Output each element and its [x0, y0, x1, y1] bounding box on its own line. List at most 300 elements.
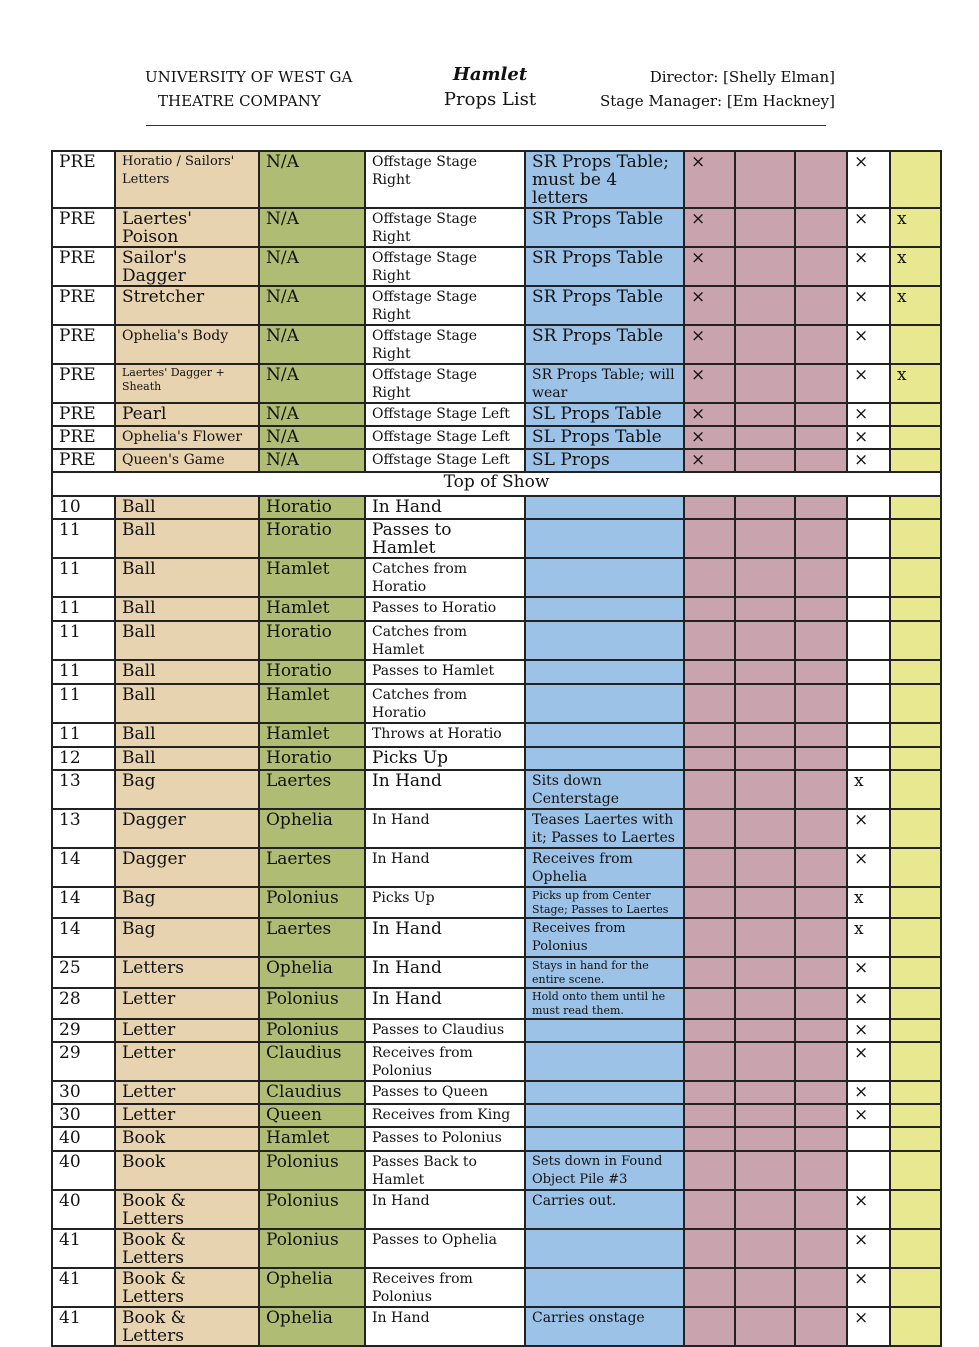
check-cell — [684, 747, 735, 770]
check-cell — [735, 208, 795, 247]
notes-cell: Carries onstage — [525, 1307, 684, 1346]
check-cell — [735, 1229, 795, 1268]
check-cell — [735, 848, 795, 887]
notes-cell — [525, 1104, 684, 1127]
action-cell: In Hand — [365, 957, 525, 988]
check-cell — [735, 1019, 795, 1042]
check-cell — [735, 988, 795, 1019]
character-cell: Queen — [259, 1104, 365, 1127]
notes-cell — [525, 1268, 684, 1307]
check-mark-cell: × — [847, 1042, 890, 1081]
prop-cell: Dagger — [115, 809, 259, 848]
cue-cell: 11 — [52, 597, 115, 621]
final-check-cell — [890, 1229, 941, 1268]
notes-cell — [525, 519, 684, 558]
table-row — [52, 364, 941, 403]
check-mark-cell: × — [847, 988, 890, 1019]
check-cell — [684, 621, 735, 660]
check-cell — [735, 247, 795, 286]
notes-cell — [525, 1127, 684, 1151]
location-cell: Offstage Stage Left — [365, 403, 525, 426]
document-subtitle: Props List — [443, 89, 537, 110]
check-cell — [684, 1081, 735, 1104]
check-cell — [795, 449, 847, 472]
check-mark-cell: × — [847, 426, 890, 449]
check-cell — [735, 918, 795, 957]
check-cell — [684, 957, 735, 988]
check-cell — [735, 286, 795, 325]
cue-cell: 14 — [52, 848, 115, 887]
check-cell — [735, 325, 795, 364]
check-cell — [795, 1268, 847, 1307]
character-cell: Hamlet — [259, 723, 365, 747]
prop-cell: Queen's Game — [115, 449, 259, 472]
check-mark-cell: × — [847, 325, 890, 364]
character-cell: Hamlet — [259, 684, 365, 723]
check-cell — [795, 747, 847, 770]
table-row — [52, 558, 941, 597]
cue-cell: 10 — [52, 496, 115, 519]
check-mark-cell: × — [847, 1081, 890, 1104]
check-cell — [684, 1229, 735, 1268]
check-mark-cell: x — [847, 918, 890, 957]
check-cell — [684, 519, 735, 558]
cue-cell: PRE — [52, 403, 115, 426]
cue-cell: 11 — [52, 519, 115, 558]
final-check-cell — [890, 918, 941, 957]
cue-cell: 13 — [52, 770, 115, 809]
final-check-cell: x — [890, 286, 941, 325]
check-cell — [795, 151, 847, 208]
cue-cell: PRE — [52, 151, 115, 208]
table-row — [52, 1229, 941, 1268]
action-cell: Receives from King — [365, 1104, 525, 1127]
cue-cell: 13 — [52, 809, 115, 848]
action-cell: Catches from Horatio — [365, 684, 525, 723]
final-check-cell — [890, 403, 941, 426]
table-row — [52, 1190, 941, 1229]
check-cell — [795, 1104, 847, 1127]
check-mark-cell: × — [847, 286, 890, 325]
final-check-cell — [890, 1127, 941, 1151]
location-cell: Offstage Stage Left — [365, 426, 525, 449]
cue-cell: 28 — [52, 988, 115, 1019]
table-row — [52, 887, 941, 918]
cue-cell: PRE — [52, 247, 115, 286]
org-name-line1: UNIVERSITY OF WEST GA — [145, 68, 353, 86]
location-cell: Offstage Stage Right — [365, 364, 525, 403]
check-mark-cell: x — [847, 887, 890, 918]
notes-cell — [525, 1229, 684, 1268]
table-row — [52, 621, 941, 660]
check-cell — [735, 426, 795, 449]
final-check-cell — [890, 325, 941, 364]
character-cell: Hamlet — [259, 597, 365, 621]
character-cell: Horatio — [259, 519, 365, 558]
prop-cell: Stretcher — [115, 286, 259, 325]
table-row — [52, 1268, 941, 1307]
final-check-cell — [890, 660, 941, 684]
prop-cell: Pearl — [115, 403, 259, 426]
location-cell: Offstage Stage Right — [365, 247, 525, 286]
prop-cell: Book & Letters — [115, 1268, 259, 1307]
check-cell — [735, 403, 795, 426]
character-cell: N/A — [259, 247, 365, 286]
cue-cell: PRE — [52, 449, 115, 472]
final-check-cell — [890, 1104, 941, 1127]
check-cell — [684, 809, 735, 848]
check-mark-cell: × — [847, 403, 890, 426]
notes-cell — [525, 684, 684, 723]
cue-cell: 12 — [52, 747, 115, 770]
final-check-cell — [890, 1190, 941, 1229]
action-cell: Passes to Ophelia — [365, 1229, 525, 1268]
notes-cell: SR Props Table; must be 4 letters — [525, 151, 684, 208]
final-check-cell — [890, 1019, 941, 1042]
notes-cell — [525, 1081, 684, 1104]
notes-cell: Teases Laertes with it; Passes to Laertes — [525, 809, 684, 848]
character-cell: Ophelia — [259, 1307, 365, 1346]
action-cell: In Hand — [365, 1307, 525, 1346]
check-cell — [684, 684, 735, 723]
final-check-cell — [890, 1151, 941, 1190]
check-mark-cell: × — [684, 325, 735, 364]
check-cell — [684, 918, 735, 957]
character-cell: Polonius — [259, 988, 365, 1019]
cue-cell: 30 — [52, 1104, 115, 1127]
cue-cell: 11 — [52, 660, 115, 684]
check-cell — [735, 364, 795, 403]
table-row — [52, 1127, 941, 1151]
table-row — [52, 660, 941, 684]
cue-cell: 14 — [52, 918, 115, 957]
check-cell — [684, 1268, 735, 1307]
final-check-cell: x — [890, 364, 941, 403]
prop-cell: Sailor's Dagger — [115, 247, 259, 286]
check-cell — [735, 660, 795, 684]
check-mark-cell: × — [847, 1190, 890, 1229]
check-cell — [795, 1081, 847, 1104]
notes-cell — [525, 660, 684, 684]
character-cell: Polonius — [259, 887, 365, 918]
location-cell: Offstage Stage Left — [365, 449, 525, 472]
check-mark-cell: × — [684, 247, 735, 286]
prop-cell: Laertes' Dagger + Sheath — [115, 364, 259, 403]
cue-cell: 29 — [52, 1019, 115, 1042]
character-cell: N/A — [259, 426, 365, 449]
check-cell — [735, 747, 795, 770]
prop-cell: Book — [115, 1127, 259, 1151]
notes-cell — [525, 747, 684, 770]
character-cell: N/A — [259, 449, 365, 472]
check-mark-cell — [847, 519, 890, 558]
check-mark-cell: × — [847, 848, 890, 887]
check-cell — [735, 449, 795, 472]
final-check-cell — [890, 684, 941, 723]
check-mark-cell: × — [847, 957, 890, 988]
check-cell — [795, 247, 847, 286]
final-check-cell — [890, 809, 941, 848]
character-cell: N/A — [259, 325, 365, 364]
table-row — [52, 747, 941, 770]
check-cell — [795, 1127, 847, 1151]
check-mark-cell: × — [847, 449, 890, 472]
character-cell: Polonius — [259, 1151, 365, 1190]
prop-cell: Book — [115, 1151, 259, 1190]
check-mark-cell: × — [684, 449, 735, 472]
check-mark-cell: × — [847, 1307, 890, 1346]
action-cell: Receives from Polonius — [365, 1268, 525, 1307]
cue-cell: PRE — [52, 426, 115, 449]
check-cell — [735, 1081, 795, 1104]
prop-cell: Letter — [115, 1042, 259, 1081]
check-mark-cell: × — [847, 364, 890, 403]
character-cell: Hamlet — [259, 1127, 365, 1151]
location-cell: Offstage Stage Right — [365, 286, 525, 325]
action-cell: Catches from Horatio — [365, 558, 525, 597]
stage-manager-credit: Stage Manager: [Em Hackney] — [599, 92, 835, 110]
table-row — [52, 1081, 941, 1104]
notes-cell — [525, 1042, 684, 1081]
character-cell: Ophelia — [259, 957, 365, 988]
final-check-cell — [890, 723, 941, 747]
check-cell — [735, 1042, 795, 1081]
check-cell — [735, 597, 795, 621]
action-cell: Catches from Hamlet — [365, 621, 525, 660]
cue-cell: 11 — [52, 558, 115, 597]
check-cell — [795, 887, 847, 918]
character-cell: Claudius — [259, 1042, 365, 1081]
table-row — [52, 151, 941, 208]
check-cell — [684, 1151, 735, 1190]
final-check-cell — [890, 426, 941, 449]
table-row — [52, 770, 941, 809]
check-cell — [795, 1151, 847, 1190]
notes-cell — [525, 1019, 684, 1042]
cue-cell: 11 — [52, 684, 115, 723]
check-mark-cell — [847, 597, 890, 621]
org-name-line2: THEATRE COMPANY — [158, 92, 321, 110]
prop-cell: Ball — [115, 723, 259, 747]
action-cell: Throws at Horatio — [365, 723, 525, 747]
cue-cell: PRE — [52, 364, 115, 403]
check-cell — [795, 1190, 847, 1229]
action-cell: In Hand — [365, 809, 525, 848]
check-mark-cell: × — [847, 247, 890, 286]
notes-cell: SR Props Table — [525, 286, 684, 325]
table-row — [52, 519, 941, 558]
check-cell — [735, 887, 795, 918]
prop-cell: Bag — [115, 887, 259, 918]
check-cell — [684, 887, 735, 918]
table-row — [52, 403, 941, 426]
prop-cell: Letters — [115, 957, 259, 988]
cue-cell: 11 — [52, 723, 115, 747]
character-cell: Hamlet — [259, 558, 365, 597]
notes-cell: SL Props Table — [525, 403, 684, 426]
check-cell — [795, 364, 847, 403]
check-cell — [795, 621, 847, 660]
check-cell — [684, 1104, 735, 1127]
director-credit: Director: [Shelly Elman] — [649, 68, 835, 86]
action-cell: Picks Up — [365, 887, 525, 918]
character-cell: N/A — [259, 364, 365, 403]
prop-cell: Laertes' Poison — [115, 208, 259, 247]
check-cell — [795, 325, 847, 364]
notes-cell — [525, 621, 684, 660]
prop-cell: Letter — [115, 1081, 259, 1104]
cue-cell: 41 — [52, 1307, 115, 1346]
check-cell — [684, 1019, 735, 1042]
check-cell — [735, 770, 795, 809]
cue-cell: 29 — [52, 1042, 115, 1081]
action-cell: In Hand — [365, 988, 525, 1019]
table-row — [52, 1104, 941, 1127]
check-mark-cell: × — [684, 286, 735, 325]
check-cell — [735, 519, 795, 558]
character-cell: Ophelia — [259, 809, 365, 848]
notes-cell: Stays in hand for the entire scene. — [525, 957, 684, 988]
prop-cell: Book & Letters — [115, 1307, 259, 1346]
check-cell — [795, 1042, 847, 1081]
check-cell — [795, 403, 847, 426]
check-mark-cell: × — [684, 426, 735, 449]
notes-cell — [525, 558, 684, 597]
final-check-cell — [890, 1042, 941, 1081]
cue-cell: PRE — [52, 208, 115, 247]
character-cell: Laertes — [259, 770, 365, 809]
character-cell: Horatio — [259, 747, 365, 770]
prop-cell: Letter — [115, 1104, 259, 1127]
section-label: Top of Show — [52, 472, 941, 496]
notes-cell: SR Props Table — [525, 247, 684, 286]
cue-cell: 14 — [52, 887, 115, 918]
character-cell: Polonius — [259, 1190, 365, 1229]
table-row — [52, 1019, 941, 1042]
location-cell: Offstage Stage Right — [365, 151, 525, 208]
action-cell: In Hand — [365, 770, 525, 809]
cue-cell: 40 — [52, 1127, 115, 1151]
final-check-cell — [890, 519, 941, 558]
action-cell: Passes to Horatio — [365, 597, 525, 621]
character-cell: N/A — [259, 286, 365, 325]
notes-cell: SR Props Table; will wear — [525, 364, 684, 403]
final-check-cell — [890, 558, 941, 597]
action-cell: Passes to Queen — [365, 1081, 525, 1104]
check-mark-cell: × — [847, 1104, 890, 1127]
check-cell — [795, 957, 847, 988]
check-cell — [735, 1268, 795, 1307]
table-row — [52, 247, 941, 286]
action-cell: Passes to Polonius — [365, 1127, 525, 1151]
prop-cell: Dagger — [115, 848, 259, 887]
character-cell: Horatio — [259, 621, 365, 660]
check-cell — [735, 1307, 795, 1346]
table-row — [52, 809, 941, 848]
check-cell — [735, 1127, 795, 1151]
check-cell — [684, 496, 735, 519]
table-row — [52, 597, 941, 621]
prop-cell: Bag — [115, 918, 259, 957]
check-cell — [795, 809, 847, 848]
character-cell: Polonius — [259, 1229, 365, 1268]
notes-cell: Sets down in Found Object Pile #3 — [525, 1151, 684, 1190]
final-check-cell — [890, 848, 941, 887]
check-cell — [684, 1042, 735, 1081]
check-cell — [795, 597, 847, 621]
prop-cell: Ball — [115, 621, 259, 660]
action-cell: In Hand — [365, 918, 525, 957]
notes-cell: Receives from Polonius — [525, 918, 684, 957]
cue-cell: PRE — [52, 286, 115, 325]
final-check-cell — [890, 1081, 941, 1104]
check-mark-cell — [847, 558, 890, 597]
check-cell — [795, 558, 847, 597]
character-cell: N/A — [259, 403, 365, 426]
notes-cell: Picks up from Center Stage; Passes to Laertes — [525, 887, 684, 918]
action-cell: Picks Up — [365, 747, 525, 770]
final-check-cell — [890, 1307, 941, 1346]
prop-cell: Ophelia's Flower — [115, 426, 259, 449]
cue-cell: 11 — [52, 621, 115, 660]
check-cell — [684, 597, 735, 621]
action-cell: Passes to Hamlet — [365, 519, 525, 558]
action-cell: Passes to Claudius — [365, 1019, 525, 1042]
table-row — [52, 449, 941, 472]
character-cell: Claudius — [259, 1081, 365, 1104]
final-check-cell — [890, 1268, 941, 1307]
character-cell: N/A — [259, 151, 365, 208]
prop-cell: Horatio / Sailors' Letters — [115, 151, 259, 208]
check-cell — [735, 496, 795, 519]
final-check-cell — [890, 449, 941, 472]
table-row — [52, 1042, 941, 1081]
check-cell — [795, 496, 847, 519]
section-row — [52, 472, 941, 496]
check-cell — [735, 1190, 795, 1229]
table-row — [52, 1151, 941, 1190]
check-cell — [795, 1019, 847, 1042]
character-cell: N/A — [259, 208, 365, 247]
check-mark-cell — [847, 660, 890, 684]
character-cell: Horatio — [259, 660, 365, 684]
final-check-cell — [890, 988, 941, 1019]
prop-cell: Ball — [115, 558, 259, 597]
prop-cell: Bag — [115, 770, 259, 809]
action-cell: In Hand — [365, 1190, 525, 1229]
check-cell — [795, 918, 847, 957]
prop-cell: Ball — [115, 597, 259, 621]
check-mark-cell: × — [684, 364, 735, 403]
notes-cell: Carries out. — [525, 1190, 684, 1229]
prop-cell: Letter — [115, 1019, 259, 1042]
notes-cell: SR Props Table — [525, 325, 684, 364]
check-cell — [795, 208, 847, 247]
character-cell: Horatio — [259, 496, 365, 519]
notes-cell: Receives from Ophelia — [525, 848, 684, 887]
check-mark-cell: × — [847, 1019, 890, 1042]
check-mark-cell — [847, 1151, 890, 1190]
notes-cell: Hold onto them until he must read them. — [525, 988, 684, 1019]
check-cell — [684, 848, 735, 887]
check-mark-cell: × — [684, 151, 735, 208]
check-cell — [735, 809, 795, 848]
prop-cell: Ball — [115, 684, 259, 723]
table-row — [52, 1307, 941, 1346]
header-divider — [146, 125, 826, 126]
cue-cell: 40 — [52, 1151, 115, 1190]
check-mark-cell: × — [847, 1268, 890, 1307]
